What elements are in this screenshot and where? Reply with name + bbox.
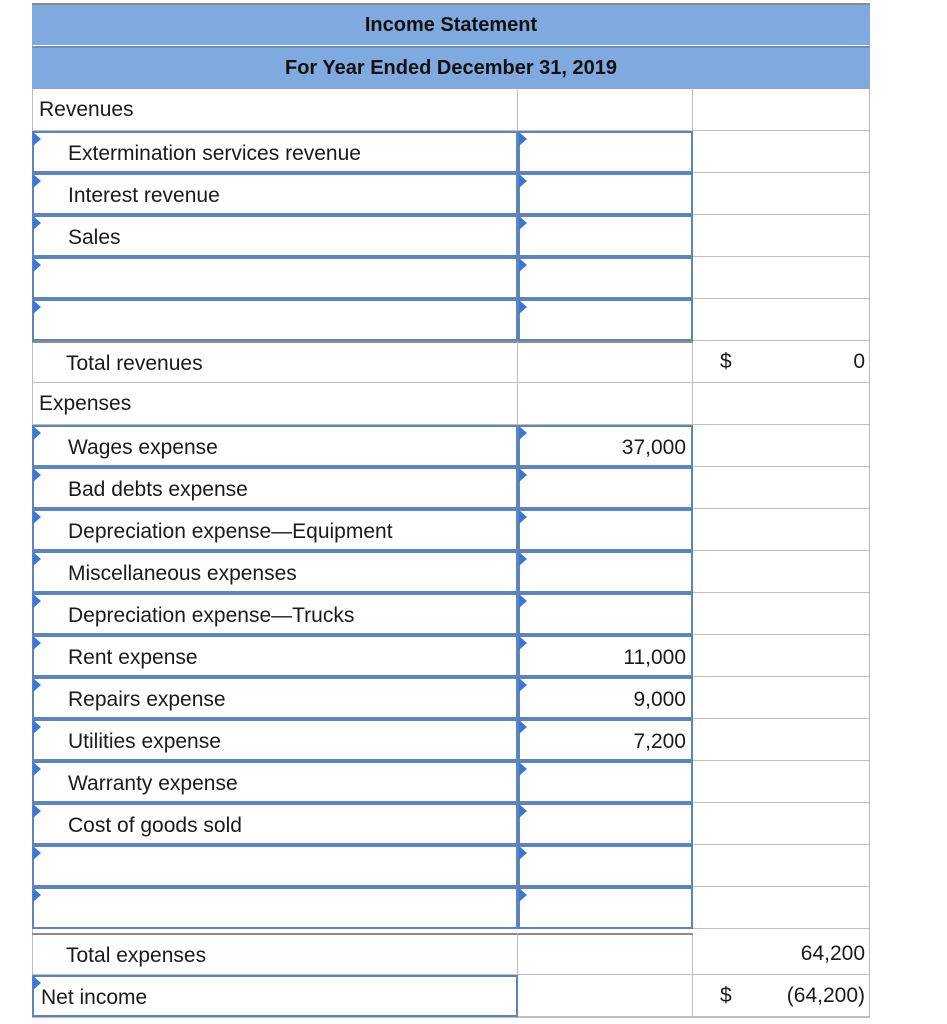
expense-account-select[interactable] xyxy=(32,887,518,929)
dropdown-marker-icon xyxy=(33,258,41,272)
expense-amount-input[interactable] xyxy=(518,593,693,635)
expense-row xyxy=(32,677,870,719)
expense-amount-input[interactable] xyxy=(518,509,693,551)
total-revenues-label: Total revenues xyxy=(66,352,203,375)
dropdown-marker-icon xyxy=(519,594,527,608)
revenue-amount-input[interactable] xyxy=(518,215,693,257)
expenses-section-label: Expenses xyxy=(39,392,132,415)
dropdown-marker-icon xyxy=(519,720,527,734)
total-expenses-label: Total expenses xyxy=(66,944,207,967)
revenue-amount-input[interactable] xyxy=(518,257,693,299)
expense-amount-input[interactable]: 11,000 xyxy=(518,635,693,677)
expense-amount-input[interactable] xyxy=(518,803,693,845)
revenue-row xyxy=(32,131,870,173)
dropdown-marker-icon xyxy=(33,468,41,482)
dropdown-marker-icon xyxy=(519,846,527,860)
dropdown-marker-icon xyxy=(33,762,41,776)
dropdown-marker-icon xyxy=(519,468,527,482)
total-revenues-row xyxy=(32,341,870,383)
expense-account-select[interactable]: Miscellaneous expenses xyxy=(32,551,518,593)
net-income-label-select[interactable] xyxy=(32,975,518,1017)
expense-row xyxy=(32,467,870,509)
expense-amount-input[interactable]: 37,000 xyxy=(518,425,693,467)
currency-symbol: $ xyxy=(720,984,732,1007)
dropdown-marker-icon xyxy=(519,636,527,650)
dropdown-marker-icon xyxy=(33,976,41,990)
expense-amount-input[interactable] xyxy=(518,887,693,929)
dropdown-marker-icon xyxy=(519,888,527,902)
net-income-value: (64,200) xyxy=(786,984,865,1007)
expense-account-select[interactable]: Utilities expense xyxy=(32,719,518,761)
expense-amount-input[interactable]: 7,200 xyxy=(518,719,693,761)
dropdown-marker-icon xyxy=(33,216,41,230)
dropdown-marker-icon xyxy=(519,510,527,524)
revenue-row xyxy=(32,257,870,299)
dropdown-marker-icon xyxy=(519,678,527,692)
dropdown-marker-icon xyxy=(33,174,41,188)
currency-symbol: $ xyxy=(720,350,732,373)
expense-amount-input[interactable] xyxy=(518,551,693,593)
expense-account-select[interactable]: Depreciation expense—Trucks xyxy=(32,593,518,635)
statement-period: For Year Ended December 31, 2019 xyxy=(32,46,870,89)
expense-row xyxy=(32,635,870,677)
dropdown-marker-icon xyxy=(33,804,41,818)
revenue-amount-input[interactable] xyxy=(518,131,693,173)
expense-amount-input[interactable] xyxy=(518,845,693,887)
revenue-amount-input[interactable] xyxy=(518,173,693,215)
expense-row xyxy=(32,719,870,761)
dropdown-marker-icon xyxy=(33,888,41,902)
expense-account-select[interactable] xyxy=(32,845,518,887)
expense-row xyxy=(32,887,870,929)
dropdown-marker-icon xyxy=(519,216,527,230)
dropdown-marker-icon xyxy=(519,132,527,146)
dropdown-marker-icon xyxy=(33,720,41,734)
expense-account-select[interactable]: Cost of goods sold xyxy=(32,803,518,845)
expense-row xyxy=(32,845,870,887)
revenue-row xyxy=(32,215,870,257)
statement-title: Income Statement xyxy=(32,3,870,45)
dropdown-marker-icon xyxy=(519,426,527,440)
expense-amount-input[interactable] xyxy=(518,467,693,509)
expense-row xyxy=(32,593,870,635)
expense-row xyxy=(32,761,870,803)
dropdown-marker-icon xyxy=(519,552,527,566)
dropdown-marker-icon xyxy=(33,132,41,146)
dropdown-marker-icon xyxy=(33,426,41,440)
dropdown-marker-icon xyxy=(33,636,41,650)
revenue-account-select[interactable] xyxy=(32,257,518,299)
dropdown-marker-icon xyxy=(33,846,41,860)
revenue-row xyxy=(32,299,870,341)
expense-account-select[interactable]: Bad debts expense xyxy=(32,467,518,509)
revenue-account-select[interactable]: Extermination services revenue xyxy=(32,131,518,173)
expense-row xyxy=(32,803,870,845)
expense-account-select[interactable]: Wages expense xyxy=(32,425,518,467)
dropdown-marker-icon xyxy=(519,174,527,188)
revenue-account-select[interactable]: Sales xyxy=(32,215,518,257)
dropdown-marker-icon xyxy=(519,804,527,818)
revenue-account-select[interactable] xyxy=(32,299,518,341)
total-expenses-row xyxy=(32,933,870,975)
expense-account-select[interactable]: Rent expense xyxy=(32,635,518,677)
revenues-section-label: Revenues xyxy=(39,98,134,121)
expense-account-select[interactable]: Repairs expense xyxy=(32,677,518,719)
revenue-row xyxy=(32,173,870,215)
dropdown-marker-icon xyxy=(33,552,41,566)
expense-amount-input[interactable]: 9,000 xyxy=(518,677,693,719)
total-expenses-value: 64,200 xyxy=(800,942,865,965)
expense-row xyxy=(32,425,870,467)
expense-account-select[interactable]: Warranty expense xyxy=(32,761,518,803)
expense-account-select[interactable]: Depreciation expense—Equipment xyxy=(32,509,518,551)
dropdown-marker-icon xyxy=(519,762,527,776)
expenses-section-row xyxy=(32,383,870,425)
dropdown-marker-icon xyxy=(33,510,41,524)
dropdown-marker-icon xyxy=(33,594,41,608)
dropdown-marker-icon xyxy=(519,300,527,314)
net-income-row xyxy=(32,975,870,1017)
expense-amount-input[interactable] xyxy=(518,761,693,803)
net-income-label: Net income xyxy=(41,986,148,1009)
expense-row xyxy=(32,551,870,593)
revenues-section-row xyxy=(32,89,870,131)
revenue-amount-input[interactable] xyxy=(518,299,693,341)
dropdown-marker-icon xyxy=(33,300,41,314)
revenue-account-select[interactable]: Interest revenue xyxy=(32,173,518,215)
dropdown-marker-icon xyxy=(33,678,41,692)
expense-row xyxy=(32,509,870,551)
total-revenues-value: 0 xyxy=(853,350,865,373)
dropdown-marker-icon xyxy=(519,258,527,272)
